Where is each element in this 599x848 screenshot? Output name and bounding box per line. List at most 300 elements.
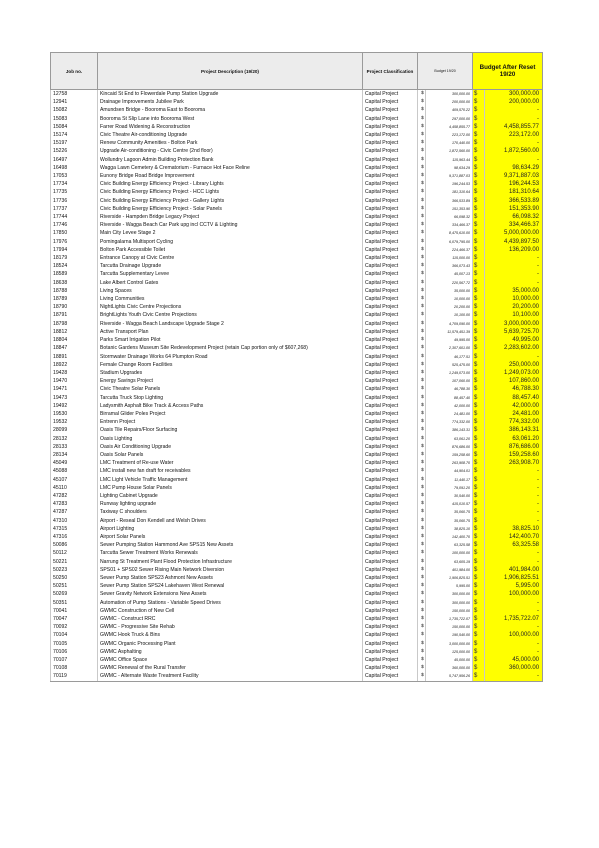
reset-value: 24,481.00 — [485, 410, 543, 418]
project-description: Civic Building Energy Efficiency Project - Solar Panels — [98, 205, 363, 213]
reset-currency: $ — [473, 123, 485, 131]
reset-value: - — [485, 353, 543, 361]
table-row — [51, 238, 543, 246]
reset-currency: $ — [473, 336, 485, 344]
reset-value: 334,466.37 — [485, 221, 543, 229]
reset-currency: $ — [473, 139, 485, 147]
project-classification: Capital Project — [363, 574, 418, 582]
project-description: Botanic Gardens Museum Site Redevelopment Project (retain Cap portion only of $607,268) — [98, 344, 363, 352]
budget-value: 366,533.89 — [426, 197, 473, 205]
job-number: 18798 — [51, 320, 98, 328]
table-row — [51, 599, 543, 607]
budget-currency: $ — [418, 90, 426, 99]
table-row — [51, 205, 543, 213]
budget-value: 88,457.40 — [426, 394, 473, 402]
job-number: 15084 — [51, 123, 98, 131]
table-row — [51, 402, 543, 410]
budget-value: 300,000.00 — [426, 90, 473, 99]
table-row — [51, 533, 543, 541]
budget-currency: $ — [418, 385, 426, 393]
budget-value: 360,000.00 — [426, 664, 473, 672]
budget-currency: $ — [418, 640, 426, 648]
budget-value: 1,872,560.00 — [426, 147, 473, 155]
table-row — [51, 287, 543, 295]
reset-currency: $ — [473, 115, 485, 123]
table-row — [51, 435, 543, 443]
reset-value: 876,686.00 — [485, 443, 543, 451]
project-classification: Capital Project — [363, 229, 418, 237]
project-classification: Capital Project — [363, 246, 418, 254]
job-number: 17736 — [51, 197, 98, 205]
job-number: 70106 — [51, 648, 98, 656]
reset-currency: $ — [473, 631, 485, 639]
project-classification: Capital Project — [363, 221, 418, 229]
project-classification: Capital Project — [363, 344, 418, 352]
table-row — [51, 262, 543, 270]
reset-currency: $ — [473, 410, 485, 418]
table-row — [51, 320, 543, 328]
reset-value: 386,143.31 — [485, 426, 543, 434]
job-number: 18847 — [51, 344, 98, 352]
job-number: 15083 — [51, 115, 98, 123]
reset-value: - — [485, 254, 543, 262]
project-classification: Capital Project — [363, 648, 418, 656]
table-row — [51, 459, 543, 467]
budget-currency: $ — [418, 508, 426, 516]
table-row — [51, 180, 543, 188]
job-number: 50351 — [51, 599, 98, 607]
budget-value: 49,995.00 — [426, 336, 473, 344]
project-description: LMC install new fan draft for receivables — [98, 467, 363, 475]
reset-currency: $ — [473, 648, 485, 656]
job-number: 18789 — [51, 295, 98, 303]
reset-currency: $ — [473, 205, 485, 213]
budget-value: 4,709,090.00 — [426, 320, 473, 328]
job-number: 70105 — [51, 640, 98, 648]
job-number: 50223 — [51, 566, 98, 574]
job-number: 50086 — [51, 541, 98, 549]
budget-value: 4,458,855.77 — [426, 123, 473, 131]
table-row — [51, 590, 543, 598]
budget-currency: $ — [418, 623, 426, 631]
budget-value: 263,908.70 — [426, 459, 473, 467]
reset-currency: $ — [473, 443, 485, 451]
job-number: 17976 — [51, 238, 98, 246]
budget-currency: $ — [418, 213, 426, 221]
project-description: Amundsen Bridge - Booroma East to Booroma — [98, 106, 363, 114]
project-classification: Capital Project — [363, 328, 418, 336]
job-number: 15226 — [51, 147, 98, 155]
project-description: Wollundry Lagoon Admin Building Protection Bank — [98, 156, 363, 164]
reset-currency: $ — [473, 435, 485, 443]
budget-currency: $ — [418, 197, 426, 205]
project-description: BrightLights Youth Civic Centre Projections — [98, 311, 363, 319]
reset-value: 1,906,825.51 — [485, 574, 543, 582]
reset-value: 10,100.00 — [485, 311, 543, 319]
job-number: 70108 — [51, 664, 98, 672]
table-row — [51, 394, 543, 402]
project-classification: Capital Project — [363, 320, 418, 328]
reset-value: 5,000,000.00 — [485, 229, 543, 237]
budget-value: 45,000.00 — [426, 656, 473, 664]
reset-currency: $ — [473, 353, 485, 361]
table-row — [51, 197, 543, 205]
budget-currency: $ — [418, 533, 426, 541]
reset-currency: $ — [473, 574, 485, 582]
project-classification: Capital Project — [363, 599, 418, 607]
project-description: Oasis Lighting — [98, 435, 363, 443]
project-description: GWMC Office Space — [98, 656, 363, 664]
job-number: 28134 — [51, 451, 98, 459]
reset-value: 49,995.00 — [485, 336, 543, 344]
reset-currency: $ — [473, 213, 485, 221]
project-description: Lake Albert Control Gates — [98, 279, 363, 287]
project-classification: Capital Project — [363, 672, 418, 681]
project-description: Entrance Canopy at Civic Centre — [98, 254, 363, 262]
reset-value: 360,000.00 — [485, 664, 543, 672]
budget-value: 196,244.53 — [426, 180, 473, 188]
job-number: 47283 — [51, 500, 98, 508]
header-budget: Budget 19/20 — [418, 53, 473, 90]
project-description: Kincaid St End to Flowerdale Pump Station Upgrade — [98, 90, 363, 99]
reset-currency: $ — [473, 172, 485, 180]
table-row — [51, 295, 543, 303]
reset-value: - — [485, 517, 543, 525]
reset-value: 1,735,722.07 — [485, 615, 543, 623]
project-description: Bolton Park Accessible Toilet — [98, 246, 363, 254]
budget-currency: $ — [418, 369, 426, 377]
reset-value: - — [485, 476, 543, 484]
reset-value: 401,984.00 — [485, 566, 543, 574]
table-row — [51, 508, 543, 516]
project-classification: Capital Project — [363, 500, 418, 508]
project-description: Civic Building Energy Efficiency Project - Gallery Lights — [98, 197, 363, 205]
reset-currency: $ — [473, 640, 485, 648]
budget-value: 35,060.75 — [426, 517, 473, 525]
reset-currency: $ — [473, 623, 485, 631]
budget-value: 297,000.00 — [426, 115, 473, 123]
reset-currency: $ — [473, 467, 485, 475]
reset-currency: $ — [473, 98, 485, 106]
budget-currency: $ — [418, 467, 426, 475]
table-row — [51, 369, 543, 377]
project-classification: Capital Project — [363, 303, 418, 311]
reset-value: 42,000.00 — [485, 402, 543, 410]
project-classification: Capital Project — [363, 262, 418, 270]
reset-value: - — [485, 279, 543, 287]
table-row — [51, 615, 543, 623]
budget-value: 46,177.51 — [426, 353, 473, 361]
budget-currency: $ — [418, 188, 426, 196]
reset-currency: $ — [473, 197, 485, 205]
reset-value: - — [485, 115, 543, 123]
project-description: GWMC Organic Processing Plant — [98, 640, 363, 648]
reset-value: 88,457.40 — [485, 394, 543, 402]
reset-value: 3,000,000.00 — [485, 320, 543, 328]
budget-currency: $ — [418, 590, 426, 598]
budget-currency: $ — [418, 106, 426, 114]
reset-currency: $ — [473, 484, 485, 492]
project-description: Main City Levee Stage 2 — [98, 229, 363, 237]
budget-currency: $ — [418, 172, 426, 180]
header-classification: Project Classification — [363, 53, 418, 90]
budget-value: 1,735,722.07 — [426, 615, 473, 623]
project-description: Airport - Reseal Don Kendell and Welsh Drives — [98, 517, 363, 525]
project-description: Lighting Cabinet Upgrade — [98, 492, 363, 500]
table-row — [51, 139, 543, 147]
table-row — [51, 525, 543, 533]
reset-currency: $ — [473, 180, 485, 188]
project-classification: Capital Project — [363, 517, 418, 525]
reset-value: 159,258.60 — [485, 451, 543, 459]
budget-currency: $ — [418, 451, 426, 459]
budget-table — [50, 52, 543, 682]
table-row — [51, 492, 543, 500]
project-classification: Capital Project — [363, 115, 418, 123]
project-description: Civic Theatre Air-conditioning Upgrade — [98, 131, 363, 139]
reset-currency: $ — [473, 320, 485, 328]
budget-currency: $ — [418, 664, 426, 672]
project-classification: Capital Project — [363, 156, 418, 164]
budget-currency: $ — [418, 254, 426, 262]
reset-currency: $ — [473, 517, 485, 525]
project-classification: Capital Project — [363, 484, 418, 492]
table-row — [51, 221, 543, 229]
budget-value: 100,000.00 — [426, 549, 473, 557]
project-classification: Capital Project — [363, 311, 418, 319]
project-description: Civic Building Energy Efficiency Project - HCC Lights — [98, 188, 363, 196]
table-row — [51, 131, 543, 139]
project-description: Eunony Bridge Road Bridge Improvement — [98, 172, 363, 180]
project-classification: Capital Project — [363, 377, 418, 385]
job-number: 17850 — [51, 229, 98, 237]
project-classification: Capital Project — [363, 402, 418, 410]
project-description: Pomingalarna Multisport Cycling — [98, 238, 363, 246]
table-row — [51, 279, 543, 287]
project-classification: Capital Project — [363, 435, 418, 443]
reset-currency: $ — [473, 295, 485, 303]
project-classification: Capital Project — [363, 172, 418, 180]
budget-currency: $ — [418, 353, 426, 361]
reset-value: 1,249,073.00 — [485, 369, 543, 377]
reset-currency: $ — [473, 279, 485, 287]
header-description: Project Description (19/20) — [98, 53, 363, 90]
project-description: Stadium Upgrades — [98, 369, 363, 377]
project-description: Oasis Air Conditioning Upgrade — [98, 443, 363, 451]
job-number: 70119 — [51, 672, 98, 681]
table-row — [51, 188, 543, 196]
reset-value: 5,639,725.70 — [485, 328, 543, 336]
budget-value: 223,172.00 — [426, 131, 473, 139]
project-description: Civic Building Energy Efficiency Project - Library Lights — [98, 180, 363, 188]
header-budget-after-reset: Budget After Reset 19/20 — [473, 53, 543, 90]
reset-currency: $ — [473, 369, 485, 377]
project-classification: Capital Project — [363, 147, 418, 155]
reset-currency: $ — [473, 492, 485, 500]
project-classification: Capital Project — [363, 90, 418, 99]
reset-value: - — [485, 672, 543, 681]
budget-value: 30,540.00 — [426, 492, 473, 500]
project-description: Civic Theatre Solar Panels — [98, 385, 363, 393]
project-classification: Capital Project — [363, 180, 418, 188]
reset-currency: $ — [473, 254, 485, 262]
project-description: GWMC Renewal of the Rural Transfer — [98, 664, 363, 672]
project-classification: Capital Project — [363, 270, 418, 278]
table-header-row — [51, 53, 543, 90]
job-number: 17053 — [51, 172, 98, 180]
budget-value: 44,904.01 — [426, 467, 473, 475]
job-number: 19532 — [51, 418, 98, 426]
project-classification: Capital Project — [363, 361, 418, 369]
budget-value: 3,000,000.00 — [426, 640, 473, 648]
table-row — [51, 467, 543, 475]
project-classification: Capital Project — [363, 525, 418, 533]
budget-currency: $ — [418, 566, 426, 574]
job-number: 47282 — [51, 492, 98, 500]
job-number: 50221 — [51, 558, 98, 566]
job-number: 17746 — [51, 221, 98, 229]
reset-value: 4,458,855.77 — [485, 123, 543, 131]
project-classification: Capital Project — [363, 279, 418, 287]
budget-value: 98,634.29 — [426, 164, 473, 172]
budget-currency: $ — [418, 574, 426, 582]
budget-value: 63,325.58 — [426, 541, 473, 549]
reset-currency: $ — [473, 262, 485, 270]
job-number: 18589 — [51, 270, 98, 278]
project-classification: Capital Project — [363, 549, 418, 557]
budget-currency: $ — [418, 139, 426, 147]
project-description: Riverside - Wagga Beach Landscape Upgrade Stage 2 — [98, 320, 363, 328]
budget-currency: $ — [418, 402, 426, 410]
reset-currency: $ — [473, 672, 485, 681]
job-number: 12941 — [51, 98, 98, 106]
project-classification: Capital Project — [363, 623, 418, 631]
project-description: Airport Lighting — [98, 525, 363, 533]
project-classification: Capital Project — [363, 188, 418, 196]
job-number: 15174 — [51, 131, 98, 139]
budget-value: 115,000.00 — [426, 254, 473, 262]
table-row — [51, 500, 543, 508]
table-row — [51, 377, 543, 385]
reset-currency: $ — [473, 656, 485, 664]
table-row — [51, 336, 543, 344]
project-classification: Capital Project — [363, 418, 418, 426]
project-classification: Capital Project — [363, 353, 418, 361]
table-row — [51, 106, 543, 114]
project-description: Tarcutta Truck Stop Lighting — [98, 394, 363, 402]
budget-currency: $ — [418, 549, 426, 557]
reset-currency: $ — [473, 582, 485, 590]
reset-currency: $ — [473, 156, 485, 164]
job-number: 17744 — [51, 213, 98, 221]
reset-value: 151,353.90 — [485, 205, 543, 213]
budget-currency: $ — [418, 410, 426, 418]
project-classification: Capital Project — [363, 164, 418, 172]
budget-value: 300,000.00 — [426, 590, 473, 598]
job-number: 70047 — [51, 615, 98, 623]
job-number: 18791 — [51, 311, 98, 319]
budget-value: 366,073.43 — [426, 262, 473, 270]
budget-currency: $ — [418, 615, 426, 623]
budget-currency: $ — [418, 123, 426, 131]
project-description: Oasis Tile Repairs/Floor Surfacing — [98, 426, 363, 434]
reset-value: 5,995.00 — [485, 582, 543, 590]
table-row — [51, 640, 543, 648]
budget-currency: $ — [418, 607, 426, 615]
budget-currency: $ — [418, 295, 426, 303]
reset-currency: $ — [473, 238, 485, 246]
project-classification: Capital Project — [363, 492, 418, 500]
job-number: 45049 — [51, 459, 98, 467]
table-row — [51, 328, 543, 336]
project-classification: Capital Project — [363, 394, 418, 402]
budget-currency: $ — [418, 361, 426, 369]
reset-currency: $ — [473, 508, 485, 516]
budget-currency: $ — [418, 98, 426, 106]
reset-value: 10,000.00 — [485, 295, 543, 303]
reset-currency: $ — [473, 500, 485, 508]
table-row — [51, 443, 543, 451]
project-description: Parks Smart Irrigation Pilot — [98, 336, 363, 344]
reset-currency: $ — [473, 287, 485, 295]
table-row — [51, 631, 543, 639]
project-classification: Capital Project — [363, 566, 418, 574]
reset-value: 1,872,560.00 — [485, 147, 543, 155]
job-number: 17737 — [51, 205, 98, 213]
project-classification: Capital Project — [363, 131, 418, 139]
budget-currency: $ — [418, 287, 426, 295]
project-classification: Capital Project — [363, 533, 418, 541]
table-row — [51, 361, 543, 369]
budget-value: 5,995.00 — [426, 582, 473, 590]
job-number: 70092 — [51, 623, 98, 631]
reset-value: - — [485, 484, 543, 492]
job-number: 45110 — [51, 484, 98, 492]
budget-currency: $ — [418, 303, 426, 311]
reset-currency: $ — [473, 377, 485, 385]
table-row — [51, 115, 543, 123]
project-classification: Capital Project — [363, 295, 418, 303]
budget-value: 409,570.22 — [426, 106, 473, 114]
table-row — [51, 476, 543, 484]
budget-currency: $ — [418, 336, 426, 344]
budget-value: 876,686.00 — [426, 443, 473, 451]
project-classification: Capital Project — [363, 139, 418, 147]
budget-currency: $ — [418, 541, 426, 549]
job-number: 50112 — [51, 549, 98, 557]
reset-value: 142,400.70 — [485, 533, 543, 541]
table-row — [51, 98, 543, 106]
reset-currency: $ — [473, 188, 485, 196]
budget-value: 35,000.00 — [426, 287, 473, 295]
project-description: Runway lighting upgrade — [98, 500, 363, 508]
job-number: 18788 — [51, 287, 98, 295]
budget-value: 46,788.30 — [426, 385, 473, 393]
reset-currency: $ — [473, 607, 485, 615]
budget-value: 79,091.20 — [426, 484, 473, 492]
project-description: GWMC Construction of New Cell — [98, 607, 363, 615]
project-classification: Capital Project — [363, 451, 418, 459]
table-row — [51, 156, 543, 164]
budget-currency: $ — [418, 435, 426, 443]
project-description: Renew Community Amenities - Bolton Park — [98, 139, 363, 147]
reset-value: - — [485, 492, 543, 500]
project-description: SPS01 + SPS02 Sewer Rising Main Network Diversion — [98, 566, 363, 574]
table-row — [51, 484, 543, 492]
budget-currency: $ — [418, 443, 426, 451]
reset-value: 107,860.00 — [485, 377, 543, 385]
project-description: Stormwater Drainage Works 64 Plumpton Road — [98, 353, 363, 361]
